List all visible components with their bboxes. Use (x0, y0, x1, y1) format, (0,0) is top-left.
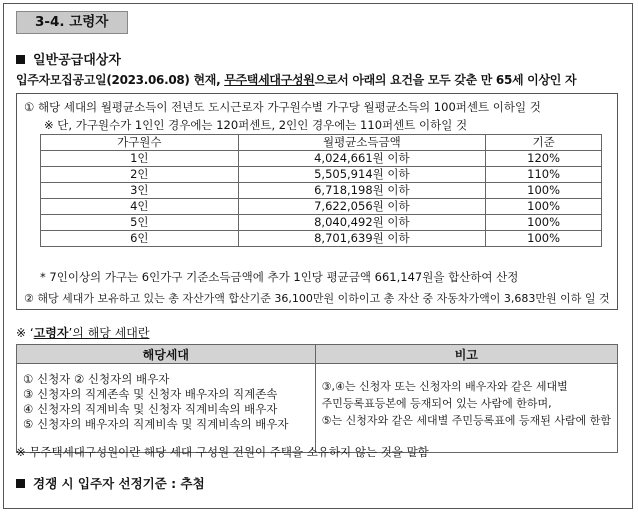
cell-amount: 7,622,056원 이하 (238, 199, 486, 215)
selection-criteria-text: 경쟁 시 입주자 선정기준 : 추첨 (33, 476, 205, 491)
cell-standard: 100% (486, 199, 602, 215)
intro-prefix: 입주자모집공고일(2023.06.08) 현재, (16, 73, 225, 87)
household-line: ⑤ 신청자의 배우자의 직계비속 및 직계비속의 배우자 (23, 417, 289, 431)
cell-standard: 110% (486, 167, 602, 183)
table-row (41, 215, 602, 231)
household-definition-table (16, 344, 618, 453)
ref-title-bold: 고령자 (33, 326, 69, 340)
cell-standard: 120% (486, 151, 602, 167)
condition-1-text: 해당 세대의 월평균소득이 전년도 도시근로자 가구원수별 가구당 월평균소득의 100퍼센트 이하일 것 (37, 100, 541, 114)
cell-amount: 5,505,914원 이하 (238, 167, 486, 183)
household-line: ③ 신청자의 직계존속 및 신청자 배우자의 직계존속 (23, 387, 278, 401)
cell-amount: 8,040,492원 이하 (238, 215, 486, 231)
household-list-cell (17, 364, 316, 453)
cell-standard: 100% (486, 183, 602, 199)
income-table-note: * 7인이상의 가구는 6인가구 기준소득금액에 추가 1인당 평균금액 661,147원을 합산하여 산정 (40, 270, 519, 284)
remarks-line: ⑤는 신청자와 같은 세대별 주민등록표에 등재된 사람에 한함 (321, 414, 611, 427)
condition-1 (24, 99, 541, 115)
cell-members: 5인 (41, 215, 239, 231)
col-standard: 기준 (486, 135, 602, 151)
table-row (41, 151, 602, 167)
condition-1-marker: ① (24, 100, 35, 114)
square-bullet-icon (16, 55, 25, 64)
condition-2-marker: ② (24, 292, 34, 305)
income-table-header (41, 135, 602, 151)
eligibility-intro (16, 71, 576, 88)
cell-amount: 6,718,198원 이하 (238, 183, 486, 199)
general-supply-heading (16, 49, 121, 68)
cell-members: 3인 (41, 183, 239, 199)
cell-members: 2인 (41, 167, 239, 183)
ref-title-suffix: ’의 해당 세대란 (68, 326, 150, 340)
square-bullet-icon (16, 479, 25, 488)
intro-underlined: 무주택세대구성원 (224, 73, 315, 87)
ref-header-remarks: 비고 (315, 345, 617, 364)
remarks-cell (315, 364, 617, 453)
condition-1-sub: ※ 단, 가구원수가 1인인 경우에는 120퍼센트, 2인인 경우에는 110퍼센트 이하일 것 (44, 118, 468, 132)
col-amount: 월평균소득금액 (238, 135, 486, 151)
general-supply-heading-text: 일반공급대상자 (33, 53, 121, 68)
col-members: 가구원수 (41, 135, 239, 151)
condition-2-text: 해당 세대가 보유하고 있는 총 자산가액 합산기준 36,100만원 이하이고 총 자산 중 자동차가액이 3,683만원 이하 일 것 (37, 292, 610, 305)
selection-criteria (16, 474, 205, 492)
cell-members: 6인 (41, 231, 239, 247)
cell-standard: 100% (486, 215, 602, 231)
ref-title-prefix: ※ ‘ (16, 326, 34, 340)
cell-members: 4인 (41, 199, 239, 215)
remarks-line: ③,④는 신청자 또는 신청자의 배우자와 같은 세대별 (321, 380, 568, 393)
household-line: ④ 신청자의 직계비속 및 신청자 직계비속의 배우자 (23, 402, 278, 416)
table-row (41, 167, 602, 183)
household-definition-title (16, 324, 149, 341)
homeless-definition-note: ※ 무주택세대구성원이란 해당 세대 구성원 전원이 주택을 소유하지 않는 것을 말함 (16, 445, 429, 459)
cell-members: 1인 (41, 151, 239, 167)
intro-suffix: 으로서 아래의 요건을 모두 갖춘 만 65세 이상인 자 (314, 73, 577, 87)
remarks-line: 주민등록표등본에 등재되어 있는 사람에 한하며, (321, 397, 552, 410)
table-row (41, 183, 602, 199)
condition-2 (24, 290, 610, 306)
ref-header-household: 해당세대 (17, 345, 316, 364)
section-title: 3-4. 고령자 (16, 11, 128, 34)
table-row (41, 231, 602, 247)
cell-amount: 8,701,639원 이하 (238, 231, 486, 247)
household-line: ① 신청자 ② 신청자의 배우자 (23, 372, 170, 386)
cell-amount: 4,024,661원 이하 (238, 151, 486, 167)
cell-standard: 100% (486, 231, 602, 247)
table-row (41, 199, 602, 215)
income-table (40, 134, 602, 247)
